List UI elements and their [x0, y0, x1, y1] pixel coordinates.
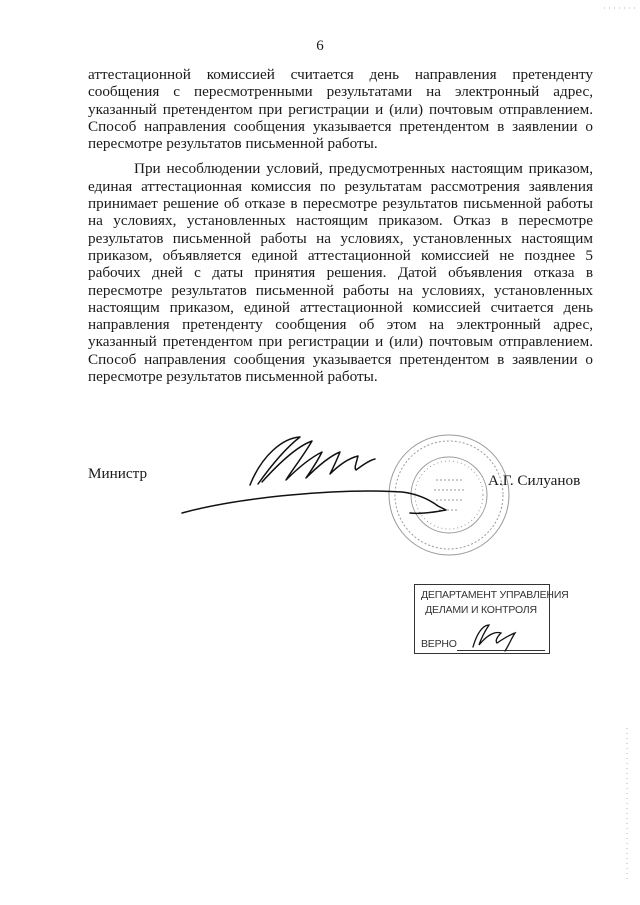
minister-name: А.Г. Силуанов: [488, 472, 581, 489]
page-number: 6: [316, 38, 324, 54]
minister-title: Министр: [88, 465, 148, 482]
stamp-verno-label: ВЕРНО: [421, 638, 457, 650]
stamp-department-line1: ДЕПАРТАМЕНТ УПРАВЛЕНИЯ: [421, 589, 569, 601]
paragraph: аттестационной комиссией считается день направления претенденту сообщения с пересмотренными результатами на электронный адрес, указанный претендентом при регистрации и (или) почтовым отправлением. Способ направления сообщения указывается претендентом в заявлении о пересмотре результатов письменной работы.: [88, 66, 593, 153]
paragraph: При несоблюдении условий, предусмотренных настоящим приказом, единая аттестационная комиссия по результатам рассмотрения заявления принимает решение об отказе в пересмотре результатов письменной работы на условиях, установленных настоящим приказом. Отказ в пересмотре результатов письменной работы на условиях, установленных настоящим приказом, объявляется единой аттестационной комиссией не позднее 5 рабочих дней с даты принятия решения. Датой объявления отказа в пересмотре результатов письменной работы на условиях, установленных настоящим приказом, единой аттестационной комиссией считается день направления претенденту сообщения об этом на электронный адрес, указанный претендентом при регистрации и (или) почтовым отправлением. Способ направления сообщения указывается претендентом в заявлении о пересмотре результатов письменной работы.: [88, 160, 593, 386]
stamp-department-line2: ДЕЛАМИ И КОНТРОЛЯ: [425, 604, 537, 616]
